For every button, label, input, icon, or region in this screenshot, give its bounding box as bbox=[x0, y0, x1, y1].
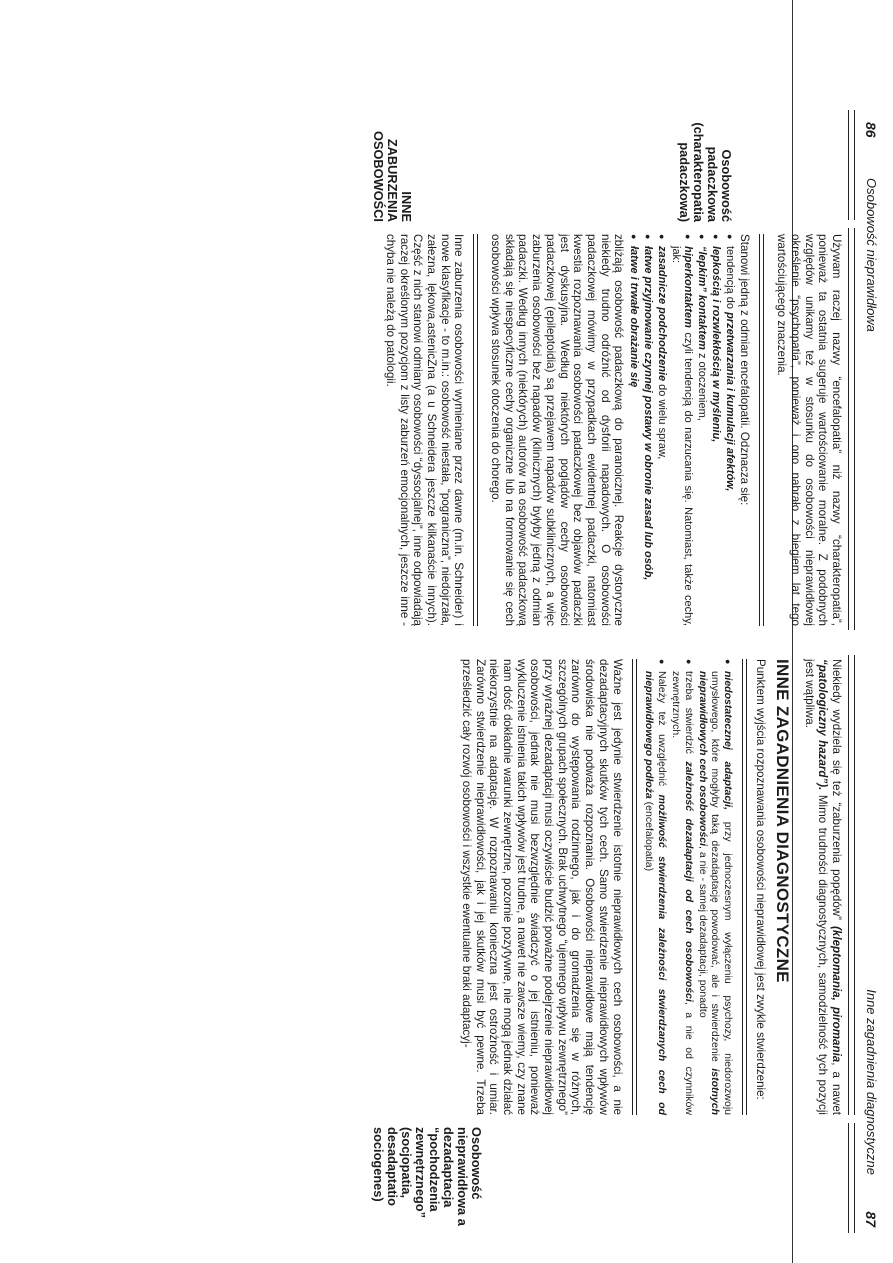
right-running-title: Inne zagadnienia diagnostyczne bbox=[864, 989, 879, 1175]
section-rule bbox=[759, 234, 764, 626]
left-running-head bbox=[857, 110, 879, 630]
list-item: ● łatwe i trwałe obrażanie się bbox=[627, 234, 640, 626]
margin-label-inne: INNE ZABURZENIA OSOBOWOŚCI bbox=[371, 130, 414, 222]
list-item: ● Należy też uwzględnić możliwość stwierdzenia zależności stwierdzanych cech od nieprawidłowego podłoża (encefalopatia) bbox=[643, 659, 669, 1115]
list-item: ● łatwe przyjmowanie czynnej postawy w obronie zasad lub osób, bbox=[641, 234, 654, 626]
right-body: Ważne jest jedynie stwierdzenie istotnie nieprawidłowych cech osobowości, a nie dezadaptacyjnych skutków tych cech. Samo stwierdzenie nieprawidłowych wpływów środowiska nie podważa rozpoznania. Osobowości nieprawidłowe mają tendencję zarówno do występowania rodzinnego, jak i do gromadzenia się w różnych, szczególnych grupach społecznych. Brak uchwytnego “ujemnego wpływu zewnętrznego” przy wyraźnej dezadaptacji musi oczywiście budzić poważne podejrzenie nieprawidłowej osobowości, jednak nie musi bezwzględnie świadczyć o jej istnieniu, ponieważ wykluczenie istnienia takich wpływów jest trudne, a nawet nie zawsze wiemy, czy znane nam dość dokładnie warunki zewnętrzne, pozornie pozytywne, nie mogą jednak działać niekorzystnie na adaptację. W rozpoznawaniu konieczna jest ostrożność i umiar. Zarówno stwierdzenie nieprawidłowości, jak i jej skutków musi być pewne. Trzeba prześledzić cały rozwój osobowości i wszystkie ewentualne braki adaptacyj- bbox=[459, 659, 624, 1115]
list-item: ● tendencją do przetwarzania i kumulacji afektów, bbox=[723, 234, 736, 626]
padaczkowa-body: zbliżają osobowość padaczkową do paranoicznej. Reakcje dystoryczne niekiedy trudno odróżnić od dysforii napadowych. O osobowości padaczkowej mówimy w przypadkach ewidentnej padaczki, natomiast kwestia rozpoznawania osobowości padaczkowej bez objawów padaczki jest dyskusyjna. Według niektórych poglądów cechy osobowości padaczkowej (epileptoidia) są przejawem napadów subklinicznych, a więc zaburzenia osobowości bez napadów (klinicznych) byłyby jedną z odmian padaczki. Według innych (niektórych) autorów na osobowość padaczkową składają się niespecyficzne cechy organiczne lub na formowanie się cech osobowości wpływa stosunek otoczenia do chorego. bbox=[489, 234, 626, 626]
right-page-number: 87 bbox=[863, 1211, 879, 1227]
margin-label-dezadaptacja: Osobowość nieprawidłowa a dezadaptacja “pochodzenia zewnętrznego” (socjopatia, desadaptatio sociogenes) bbox=[371, 1127, 484, 1226]
right-intro: Niekiedy wydziela się też “zaburzenia popędów” (kleptomania, piromania, a nawet “patologiczny hazard”). Mimo trudności diagnostycznych, samodzielność tych pozycji jest wątpliwa. bbox=[802, 659, 843, 1115]
section-rule bbox=[632, 659, 637, 1115]
section-heading: INNE ZAGADNIENIA DIAGNOSTYCZNE bbox=[772, 659, 792, 983]
list-item: ● zasadnicze podchodzenie do wielu spraw, bbox=[655, 234, 668, 626]
section-rule bbox=[473, 234, 478, 626]
margin-label-padaczkowa: Osobowość padaczkowa (charakteropatia padaczkowa) bbox=[677, 122, 734, 222]
right-page bbox=[3, 655, 883, 1245]
head-rule bbox=[848, 655, 855, 1115]
section-rule bbox=[742, 659, 747, 1115]
left-page bbox=[3, 110, 883, 630]
right-lead: Punktem wyjścia rozpoznawania osobowości nieprawidłowej jest zwykle stwierdzenie: bbox=[753, 659, 767, 1100]
head-rule bbox=[848, 110, 855, 220]
left-running-title: Osobowość nieprawidłowa bbox=[864, 178, 879, 332]
inne-body: Inne zaburzenia osobowości wymieniane przez dawne (m.in. Schneider) i nowe klasyfikacje - to m.in.: osobowość niestała, “pograniczna”, niedojrzała, załezna, lękowa,astenicZna (a u Schneidera jeszcze kilkanaście innych). Część z nich stanowi odmiany osobowości “dyssocjalnej”, inne odpowiadają raczej określonym pozycjom z listy zaburzeń emocjonalnych, jeszcze inne - chyba nie należą do patologii. bbox=[383, 234, 466, 626]
list-item: ● lepkością i rozwlekłością w myśleniu, bbox=[709, 234, 722, 626]
head-rule bbox=[848, 1123, 855, 1233]
list-item: ● niedostatecznej adaptacji, przy jednoczesnym wyłączeniu psychozy, niedorozwoju umysłowego, które mogłyby taką dezadaptację powodować, ale i stwierdzenie istotnych nieprawidłowych cech osobowości, a nie - samej dezadaptacji, ponadto bbox=[696, 659, 734, 1115]
criteria-list bbox=[643, 659, 735, 1115]
left-page-number: 86 bbox=[863, 122, 879, 138]
padaczkowa-lead: Stanowi jedną z odmian encefalopatii. Odznacza się: bbox=[738, 234, 752, 506]
right-content bbox=[459, 659, 843, 1115]
left-intro: Używam raczej nazwy “encefalopatia” niż nazwy “charakteropatia”, ponieważ ta ostatnia sugeruje wartościowanie moralne. Z podobnych względów unikamy też w stosunku do osobowości nieprawidłowej określenie “psychopatia”, ponieważ i ono nabrało z biegiem lat tego wartościującego znaczenia. bbox=[775, 234, 843, 626]
list-item: ● hiperkontaktem czyli tendencją do narzucania się. Natomiast, także cechy, jak: bbox=[669, 234, 695, 626]
list-item: ● “lepkim” kontaktem z otoczeniem, bbox=[695, 234, 708, 626]
right-running-head bbox=[857, 655, 879, 1245]
list-item: ● trzeba stwierdzić zależność dezadaptacji od cech osobowości, a nie od czynników zewnętrznych. bbox=[669, 659, 695, 1115]
padaczkowa-list bbox=[627, 234, 735, 626]
left-content bbox=[383, 234, 843, 626]
head-rule bbox=[848, 228, 855, 630]
